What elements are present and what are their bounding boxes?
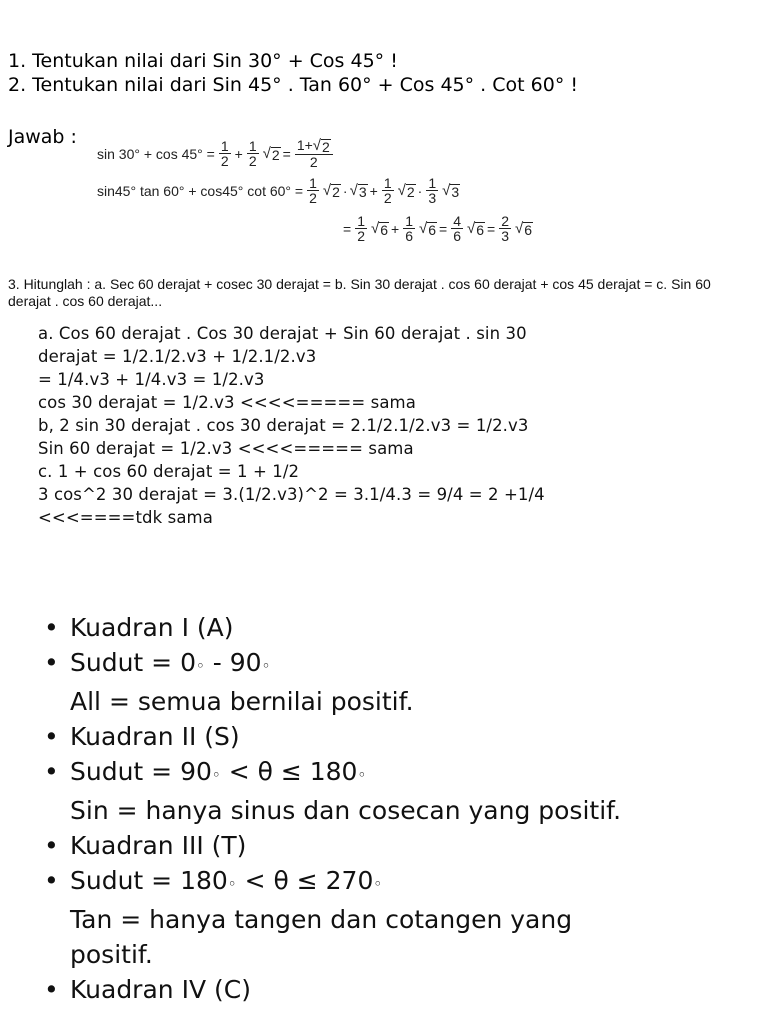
jawab-label: Jawab : <box>8 126 77 148</box>
square-root: √ 6 <box>419 219 437 238</box>
formula-op: = <box>439 220 448 237</box>
answer-line: a. Cos 60 derajat . Cos 30 derajat + Sin 60 derajat . sin 30 <box>38 324 527 343</box>
formula-op: = <box>282 145 291 162</box>
degree-symbol: ◦ <box>373 875 383 893</box>
square-root: √ 6 <box>467 219 485 238</box>
formula-op: = <box>487 220 496 237</box>
square-root: √ 3 <box>349 181 367 200</box>
answer-line: <<<====tdk sama <box>38 508 213 527</box>
fraction: $\frac{2}{3}$ <box>501 213 510 244</box>
square-root: √ 2 <box>262 144 280 163</box>
formula-op: + <box>234 145 243 162</box>
list-item: • Sudut = 0◦ - 90◦ All = semua bernilai positif. <box>44 645 621 719</box>
formula-op: + <box>369 182 378 199</box>
fraction: $\frac{1}{2}$ <box>383 175 392 206</box>
formula-op: · <box>342 182 348 199</box>
list-item: • Sudut = 180◦ < θ ≤ 270◦ Tan = hanya tangen dan cotangen yang positif. <box>44 863 621 972</box>
answer-line: = 1/4.v3 + 1/4.v3 = 1/2.v3 <box>38 370 265 389</box>
question-2: 2. Tentukan nilai dari Sin 45° . Tan 60° + Cos 45° . Cot 60° ! <box>8 74 578 96</box>
degree-symbol: ◦ <box>211 766 221 784</box>
degree-symbol: ◦ <box>357 766 367 784</box>
fraction: $\frac{1}{2}$ <box>220 138 229 169</box>
answer-line: derajat = 1/2.1/2.v3 + 1/2.1/2.v3 <box>38 347 317 366</box>
answer-line: 3 cos^2 30 derajat = 3.(1/2.v3)^2 = 3.1/4.3 = 9/4 = 2 +1/4 <box>38 485 545 504</box>
fraction: $\frac{1}{2}$ <box>248 138 257 169</box>
formula-op: · <box>417 182 423 199</box>
formula-line-2 <box>97 176 460 205</box>
bullet-icon: • <box>44 831 59 860</box>
formula-line-1 <box>97 138 335 169</box>
bullet-icon: • <box>44 722 59 751</box>
list-item: • Kuadran I (A) <box>44 610 621 645</box>
answer-line: b, 2 sin 30 derajat . cos 30 derajat = 2.1/2.1/2.v3 = 1/2.v3 <box>38 416 529 435</box>
bullet-icon: • <box>44 613 59 642</box>
quadrant-list <box>44 610 621 1007</box>
answer-block <box>38 322 545 529</box>
fraction: 1+ √ 2 2 <box>295 138 333 169</box>
formula-line-3 <box>343 214 533 243</box>
bullet-icon: • <box>44 975 59 1004</box>
fraction: $\frac{4}{6}$ <box>453 213 462 244</box>
degree-symbol: ◦ <box>227 875 237 893</box>
answer-line: c. 1 + cos 60 derajat = 1 + 1/2 <box>38 462 300 481</box>
fraction: $\frac{1}{3}$ <box>428 175 437 206</box>
list-item: • Sudut = 90◦ < θ ≤ 180◦ Sin = hanya sinus dan cosecan yang positif. <box>44 754 621 828</box>
bullet-icon: • <box>44 648 59 677</box>
bullet-icon: • <box>44 866 59 895</box>
degree-symbol: ◦ <box>261 657 271 675</box>
formula-text: sin 30° + cos 45° = <box>97 145 215 162</box>
formula-text: sin45° tan 60° + cos45° cot 60° = <box>97 182 304 199</box>
fraction: $\frac{1}{6}$ <box>405 213 413 244</box>
square-root: √ 3 <box>442 181 460 200</box>
bullet-icon: • <box>44 757 59 786</box>
square-root: √ 6 <box>370 219 389 238</box>
square-root: √ 2 <box>322 181 340 200</box>
question-3: 3. Hitunglah : a. Sec 60 derajat + cosec 30 derajat = b. Sin 30 derajat . cos 60 derajat + cos 45 derajat = c. Sin 60 derajat . cos 60 derajat... <box>8 276 711 309</box>
square-root: √ 6 <box>515 219 533 238</box>
fraction: $\frac{1}{2}$ <box>309 175 317 206</box>
square-root: √ 2 <box>397 181 415 200</box>
list-item: • Kuadran II (S) <box>44 719 621 754</box>
degree-symbol: ◦ <box>195 657 205 675</box>
list-item: • Kuadran IV (C) <box>44 972 621 1007</box>
list-item: • Kuadran III (T) <box>44 828 621 863</box>
answer-line: Sin 60 derajat = 1/2.v3 <<<<===== sama <box>38 439 414 458</box>
answer-line: cos 30 derajat = 1/2.v3 <<<<===== sama <box>38 393 416 412</box>
question-1: 1. Tentukan nilai dari Sin 30° + Cos 45° ! <box>8 50 398 72</box>
fraction: $\frac{1}{2}$ <box>357 213 365 244</box>
formula-op: + <box>391 220 400 237</box>
formula-op: = <box>343 220 352 237</box>
